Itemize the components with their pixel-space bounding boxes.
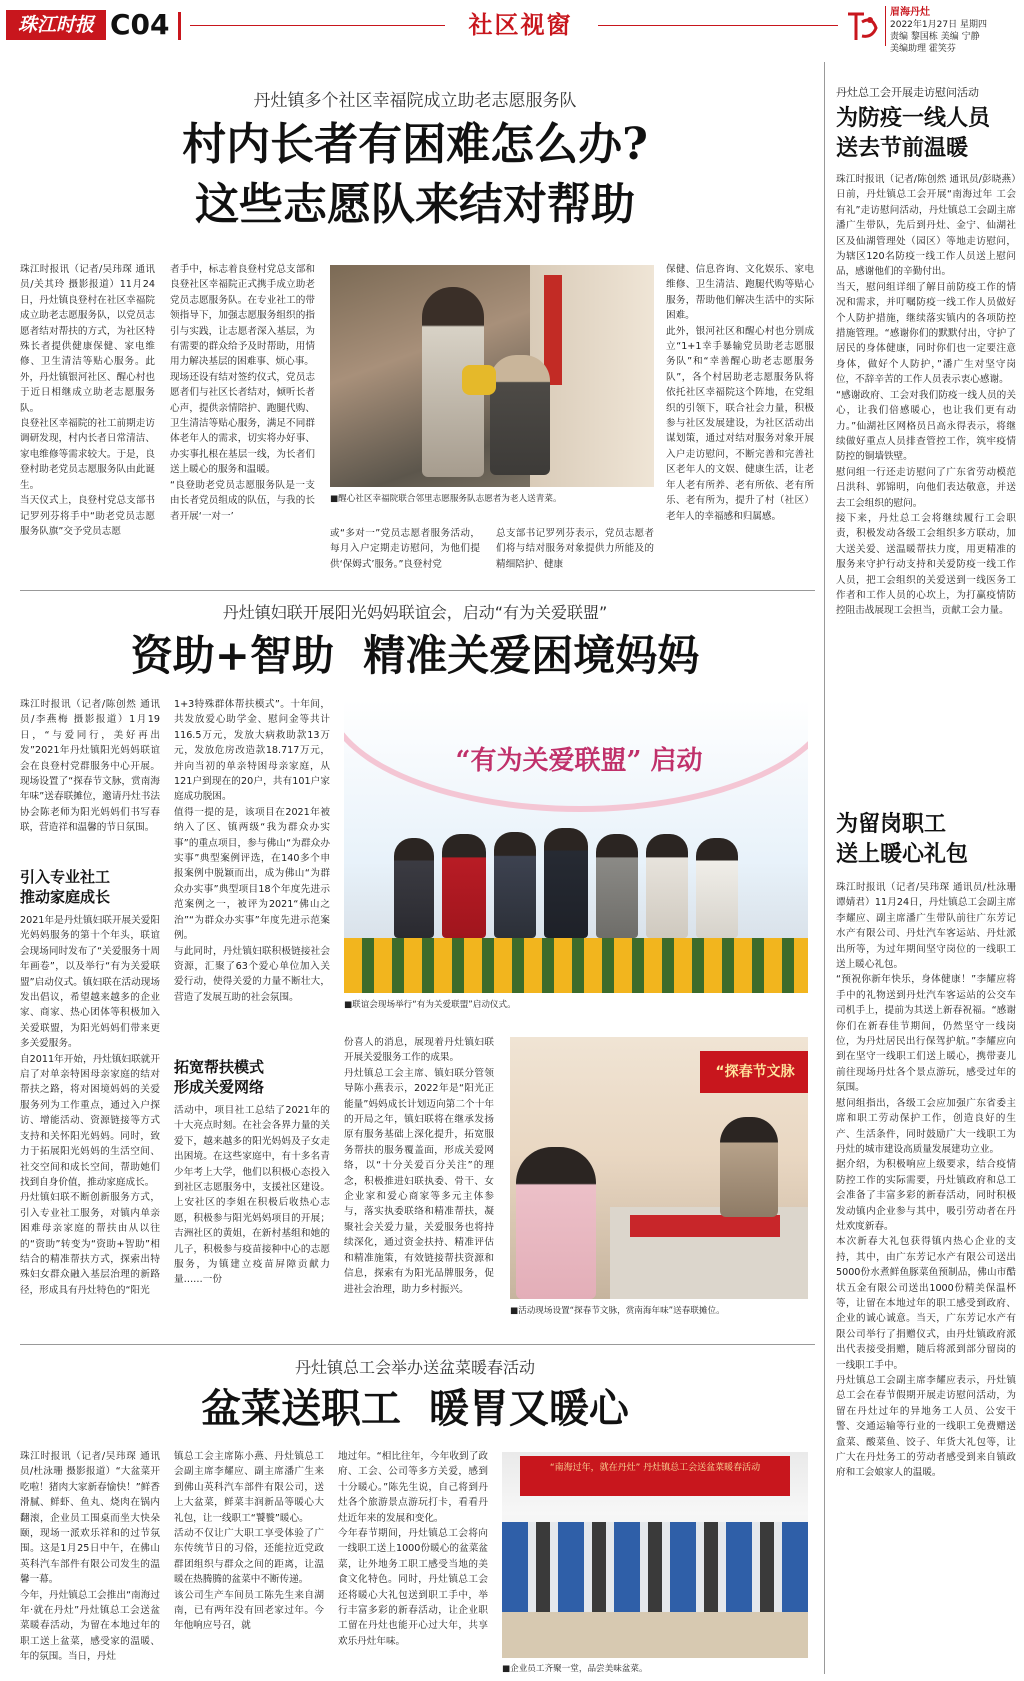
danzao-logo-icon [842,8,882,44]
art3-column-1: 珠江时报讯（记者/吴玮琛 通讯员/杜泳珊 摄影报道）“大盆菜开吃啦！猪肉大家新春愉快！”鲜香滑腻、鲜虾、鱼丸、烧肉在锅内翻滚，企业员工围桌而坐大快朵颐，现场一派欢乐祥和的过节氛围。这是1月25日中午，在佛山英科汽车部件有限公司发生的温馨一幕。 今年，丹灶镇总工会推出“南海过年·就在丹灶”丹灶镇总工会送盆菜暖春活动，为留在本地过年的职工送上盆菜，感受家的温暖、年的氛围。当日，丹灶 [20,1451,160,1663]
masthead-divider [178,12,181,40]
edition-divider [885,6,886,46]
art1-column-1: 珠江时报讯（记者/吴玮琛 通讯员/关其玲 摄影报道）11月24日，丹灶镇良登村在社区幸福院成立助老志愿服务队，以党员志愿者结对帮扶的方式，为社区特殊长者提供健康保健、家电维修、卫生清洁等贴心服务。此外，丹灶镇银河社区、醒心村也于近日相继成立助老志愿服务队。 良登社区幸福院的社工前期走访调研发现，村内长者日常清洁、家电维修等需求较大。于是，良登村助老党员志愿服务队由此诞生。 当天仪式上，良登村党总支部书记罗列芬将手中“助老党员志愿服务队旗”交予党员志愿 [20,264,155,537]
photo-couplet-paper [630,1215,780,1237]
section-label: 社区视窗 [468,11,573,39]
art3-title: 盆菜送职工 暖胃又暖心 [201,1385,629,1432]
side-title-2: 为留岗职工 送上暖心礼包 [836,812,969,867]
side-kicker: 丹灶总工会开展走访慰问活动 [836,86,979,99]
art1-column-3: 保健、信息咨询、文化娱乐、家电维修、卫生清洁、跑腿代购等贴心服务，帮助他们解决生活中的实际困难。 此外，银河社区和醒心村也分别成立“1+1幸手暴输党员助老志愿服务队”和“幸善醒心助老志愿服务队”，各个村居助老志愿服务队将依托社区幸福院这个阵地，在党组织的引领下，联合社会力量，积极参与社区发展建设，为社区活动出谋划策，通过对结对服务对象开展入户走访慰问，不断完善和完善社区老年人的文娱、健康生活，让老年人老有所养、老有所依、老有所乐、老有所为，提升了村（社区）老年人的幸福感和归属感。 [666,264,814,522]
edition-logo [842,8,882,44]
art1-kicker: 丹灶镇多个社区幸福院成立助老志愿服务队 [253,91,577,111]
issue-date: 2022年1月27日 星期四 [890,20,987,30]
masthead [0,0,1024,54]
divider [20,590,815,591]
art1-title-line1: 村内长者有困难怎么办? [182,119,648,170]
art2-photo-1 [344,700,808,993]
art2-column-2: 1+3特殊群体帮扶模式”。十年间，共发放爱心助学金、慰问金等共计116.5万元，发放大病救助款13万元，发放危房改造款18.717万元，并向当初的单亲特困母亲家庭，从121户到现在的20户，共有101户家庭成功脱困。 值得一提的是，该项目在2021年被纳入了区、镇两级“我为群众办实事”的重点项目，参与佛山“为群众办实事”典型案例评选，在140多个申报案例中脱颖而出，成为佛山“为群众办实事”典型项目18个年度先进示范案例之一，被评为2021“佛山之治”“为群众办实事”年度先进示范案例。 与此同时，丹灶镇妇联积极链接社会资源，汇聚了63个爱心单位加入关爱行动，使得关爱的力量不断壮大，营造了发展互助的社会氛围。 [174,699,330,1003]
art2-column-1b: 2021年是丹灶镇妇联开展关爱阳光妈妈服务的第十个年头，联谊会现场同时发布了“关爱服务十周年画卷”，以及举行“有为关爱联盟”启动仪式。镇妇联在活动现场发出倡议，希望越来越多的企业家、商家、热心团体等积极加入关爱联盟，为阳光妈妈们带来更多关爱服务。 自2011年开始，丹灶镇妇联就开启了对单亲特困母亲家庭的结对帮扶之路，将对困境妈妈的关爱服务列为工作重点，通过入户探访、增能活动、资源链接等方式支持和关怀阳光妈妈。同时，致力于拓展阳光妈妈的生活空间、社交空间和成长空间，帮助她们找到自身价值，推动家庭成长。 丹灶镇妇联不断创新服务方式，引入专业社工服务，对镇内单亲困难母亲家庭的帮扶由从以往的“资助”转变为“资助+智助”相结合的精准帮扶方式，探索出特殊妇女群众融入基层治理的新路径，形成具有丹灶特色的“阳光 [20,915,160,1296]
editor-credit: 责编 黎国栋 美编 宁静 [890,32,980,42]
side-body-1: 珠江时报讯（记者/陈创然 通讯员/彭晓燕）日前，丹灶镇总工会开展“南海过年 工会有礼”走访慰问活动，丹灶镇总工会副主席潘广生带队，先后到丹灶、金宁、仙湖社区及仙湖管理处（园区）等地走访慰问，为辖区120名防疫一线工作人员送上慰问品，感谢他们的辛勤付出。 当天，慰问组详细了解目前防疫工作的情况和需求，并叮嘱防疫一线工作人员做好个人防护措施，继续落实镇内的各项防控措施管理。“感谢你们的默默付出，守护了居民的身体健康，同时你们也一定要注意身体，做好个人防护，”潘广生对坚守岗位，不辞辛苦的工作人员表示衷心感谢。 “感谢政府、工会对我们防疫一线人员的关心，让我们倍感暖心，也让我们更有动力。”仙湖社区网格员吕高永得表示，将继续做好重点人员排查管控工作，筑牢疫情防控的铜墙铁壁。 慰问组一行还走访慰问了广东省劳动模范吕洪科、郭锦明，向他们表达敬意，并送去工会组织的慰问。 接下来，丹灶总工会将继续履行工会职责，积极发动各级工会组织多方联动，加大送关爱、送温暖帮扶力度，用更精准的服务来守护行动支持和关爱防疫一线工作人员，把工会组织的关爱送到一线医务工作者和工作人员的心坎上，为打赢疫情防控阻击战展现工会担当，贡献工会力量。 [836,174,1016,617]
edition-name: 眉海丹灶 [890,7,930,18]
photo-helper [720,1117,778,1217]
art2-subhead-1: 引入专业社工 推动家庭成长 [20,868,111,906]
art3-banner-text: “南海过年，就在丹灶” 丹灶镇总工会送盆菜暖春活动 [549,1463,761,1473]
photo-people-row [394,828,744,938]
art1-photo-caption: ■醒心社区幸福院联合邻里志愿服务队志愿者为老人送青菜。 [330,494,562,504]
art2-column-2b: 活动中，项目社工总结了2021年的十大亮点时刻。在社会各界力量的关爱下，越来越多的阳光妈妈及子女走出困境。在这些家庭中，有十多名青少年考上大学，他们以积极心态投入到社区志愿服务中，支援社区建设。上安社区的李姐在积极后收热心志愿，积极参与阳光妈妈项目的开展；吉洲社区的黄姐，在新村基组和她的儿子，积极参与疫苗接种中心的志愿服务，为镇建立疫苗屏障贡献力量……一份 [174,1105,330,1286]
art1-photo [330,265,654,487]
art3-column-3: 地过年。“相比往年，今年收到了政府、工会、公司等多方关爱，感到十分暖心。”陈先生说，自己将到丹灶各个旅游景点游玩打卡，看看丹灶近年来的发展和变化。 今年春节期间，丹灶镇总工会将向一线职工送上1000份暖心的盆菜盆菜，让外地务工职工感受当地的美食文化特色。同时，丹灶镇总工会还将暖心大礼包送到职工手中，举行丰富多彩的新春活动，让企业职工留在丹灶也能开心过大年，共享欢乐丹灶年味。 [338,1451,488,1647]
art3-photo-caption: ■企业员工齐聚一堂，品尝美味盆菜。 [502,1664,648,1674]
art2-subhead-2: 拓宽帮扶模式 形成关爱网络 [174,1058,265,1096]
masthead-line-right [598,25,838,26]
side-title-1: 为防疫一线人员 送去节前温暖 [836,106,991,161]
assistant-credit: 美编助理 霍笑芬 [890,44,956,54]
photo-woman-pink [516,1147,596,1299]
art3-column-2: 镇总工会主席陈小燕、丹灶镇总工会副主席李耀应、副主席潘广生来到佛山英科汽车部件有限公司，送上大盆菜，鲜菜丰润新品等暖心大礼包，让一线职工“饕餮”暖心。 活动不仅让广大职工享受体验了广东传统节日的习俗，还能拉近党政群团组织与群众之间的距离，让温暖在热腾腾的盆菜中不断传递。 该公司生产车间员工陈先生来自湖南，已有两年没有回老家过年。今年他响应号召，就 [174,1451,324,1632]
paper-name: 珠江时报 [17,14,94,36]
art1-bottom-right: 总支部书记罗列芬表示，党员志愿者们将与结对服务对象提供力所能及的精细陪护、健康 [496,528,654,570]
side-body-2: 珠江时报讯（记者/吴玮琛 通讯员/杜泳珊 谭婧君）11月24日，丹灶镇总工会副主席李耀应、副主席潘广生带队前往广东芳记水产有限公司、丹灶汽车客运站、丹灶派出所等，为过年期间坚守岗位的一线职工送上暖心礼包。 “预祝你新年快乐，身体健康！”李耀应将手中的礼物送到丹灶汽车客运站的公交车司机手上，提前为其送上新春祝福。“感谢你们在新春佳节期间，仍然坚守一线岗位，为丹灶居民出行保驾护航。”李耀应向到在坚守一线职工们送上暖心，携带妻儿前往现场丹灶各个景点游玩，感受过年的氛围。 慰问组指出，各级工会应加强广东省委主席和职工劳动保护工作，创造良好的生产、生活条件，同时鼓励广大一线职工为丹灶的城市建设高质量发展建功立业。 据介绍，为积极响应上级要求，结合疫情防控工作的实际需要，丹灶镇政府和总工会准备了丰富多彩的新春活动，同时积极发动镇内企业参与其中，吸引劳动者在丹灶欢度新春。 本次新春大礼包获得镇内热心企业的支持，其中，由广东芳记水产有限公司送出5000份水煮鲜鱼豚菜鱼预制品，佛山市酷状五金有限公司送出1000份精美保温杯等，让留在本地过年的职工感受到政府、企业的诚心诚意。当天，广东芳记水产有限公司举行了捐赠仪式，由丹灶镇政府派出代表接受捐赠，随后将派到部分留岗的一线职工手中。 丹灶镇总工会副主席李耀应表示，丹灶镇总工会在春节假期开展走访慰问活动，为留在丹灶过年的异地务工人员、公安干警、交通运输等行业的一线职工免费赠送盒菜、酸菜鱼、饺子、年货大礼包等，让广大在丹灶务工的劳动者感受到来自镇政府和工会娘家人的温暖。 [836,882,1016,1479]
art1-title-line2: 这些志愿队来结对帮助 [195,179,635,230]
art2-title: 资助+智助 精准关爱困境妈妈 [130,631,700,680]
photo-sunflowers [344,938,808,993]
art2-column-1: 珠江时报讯（记者/陈创然 通讯员/李燕梅 摄影报道）1月19日，“与爱同行，美好再出发”2021年丹灶镇阳光妈妈联谊会在良登村党群服务中心开展。现场设置了“探春节文脉，赏南海年味”送春联摊位，邀请丹灶书法协会陈老师为阳光妈妈们书写春联，营造祥和温馨的节日氛围。 [20,699,160,834]
page-number: C04 [110,8,170,41]
sidebar-divider [824,62,825,1674]
art3-photo [502,1452,808,1658]
art2-column-3: 份喜人的消息，展现着丹灶镇妇联开展关爱服务工作的成果。 丹灶镇总工会主席、镇妇联分管领导陈小燕表示，2022年是“阳光正能量”妈妈成长计划迈向第二个十年的开局之年，镇妇联将在继承发扬原有服务基础上深化提升，拓宽服务帮扶的服务覆盖面，形成关爱网络，以“十分关爱百分关注”的理念，积极推进妇联执委、骨干、女企业家和爱心商家等多元主体参与，落实执委联络和精准帮扶，凝聚社会关爱力量，关爱服务也将持续深化，通过资金扶持、精准评估和精准施策，有效链接帮扶资源和信息，探索有为阳光品牌服务，促进社会治理，助力乡村振兴。 [344,1037,494,1295]
photo-elder [490,355,550,475]
art2-kicker: 丹灶镇妇联开展阳光妈妈联谊会，启动“有为关爱联盟” [222,603,608,622]
art1-bottom-mid: 或“多对一”党员志愿者服务活动，每月入户定期走访慰问，为他们提供‘保姆式’服务。”良登村党 [330,528,480,570]
photo-dining-tables [502,1612,808,1658]
masthead-line-left [190,25,445,26]
art1-column-2: 者手中，标志着良登村党总支部和良登社区幸福院正式携手成立助老党员志愿服务队。在专业社工的带领指导下，加强志愿服务组织的指引与实践，让志愿者深入基层，为有需要的群众给予及时帮助，用情用力解决基层的困难事、烦心事。 现场还设有结对签约仪式，党员志愿者们与社区长者结对，倾听长者心声，提供亲情陪护、跑腿代购、卫生清洁等贴心服务，满足不同群体老年人的需求，切实将办好事、办实事扎根在基层一线，为长者们送上暖心的服务和温暖。 “良登助老党员志愿服务队是一支由长者党员组成的队伍，与我的长者开展‘一对一’ [170,264,315,522]
art2-photo-2 [510,1037,808,1299]
photo-workers [502,1522,808,1612]
photo1-banner-text: “有为关爱联盟” 启动 [455,746,703,776]
divider [20,1344,815,1345]
photo2-banner-text: “探春节文脉 [715,1064,795,1080]
art2-photo-2-caption: ■活动现场设置“探春节文脉，赏南海年味”送春联摊位。 [510,1306,725,1316]
photo-vegetable-bag [462,365,496,395]
art3-kicker: 丹灶镇总工会举办送盆菜暖春活动 [294,1358,535,1377]
art2-photo-1-caption: ■联谊会现场举行“有为关爱联盟”启动仪式。 [344,1000,516,1010]
